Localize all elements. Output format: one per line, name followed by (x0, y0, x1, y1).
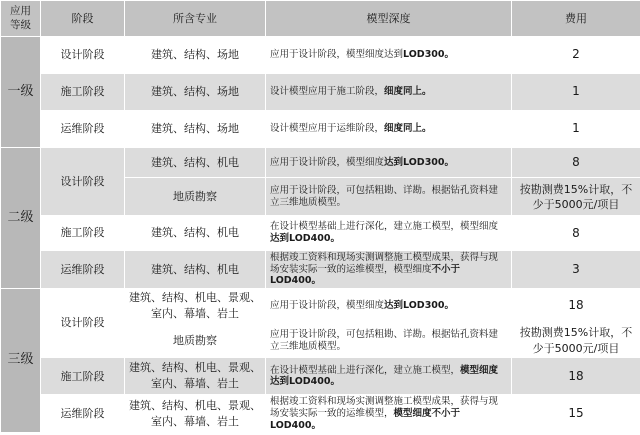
depth-emphasis: 细度同上。 (384, 122, 432, 134)
majors-line: 室内、幕墙、岩土 (151, 377, 239, 391)
fee-cell: 按勘测费15%计取，不少于5000元/项目 (512, 323, 640, 358)
depth-text: 应用于设计阶段，模型细度 (270, 156, 385, 168)
stage-cell: 运维阶段 (41, 395, 125, 433)
table-row (1, 358, 640, 395)
stage-cell: 设计阶段 (41, 147, 125, 216)
stage-cell: 施工阶段 (41, 216, 125, 251)
majors-line: 建筑、结构、机电、景观、 (129, 290, 261, 304)
level-2-label: 二级 (1, 147, 41, 288)
majors-line: 建筑、结构、机电、景观、 (129, 361, 261, 375)
fee-cell: 8 (512, 216, 640, 251)
fee-cell: 18 (512, 358, 640, 395)
header-depth: 模型深度 (266, 1, 512, 37)
majors-line: 室内、幕墙、岩土 (151, 306, 239, 320)
depth-cell (266, 288, 512, 323)
header-fee: 费用 (512, 1, 640, 37)
depth-cell (266, 251, 512, 289)
table-row (1, 216, 640, 251)
depth-emphasis: 不小于LOD400。 (270, 263, 461, 287)
table-row (1, 251, 640, 289)
majors-cell: 建筑、结构、机电 (125, 251, 266, 289)
table-row (1, 110, 640, 147)
fee-cell: 18 (512, 288, 640, 323)
majors-cell: 地质勘察 (125, 178, 266, 216)
depth-cell (266, 216, 512, 251)
level-3-label: 三级 (1, 288, 41, 432)
depth-text: 设计模型应用于运维阶段， (270, 122, 385, 134)
fee-cell: 8 (512, 147, 640, 178)
level-1-label: 一级 (1, 37, 41, 148)
majors-cell (125, 288, 266, 323)
stage-cell: 施工阶段 (41, 358, 125, 395)
stage-cell: 设计阶段 (41, 37, 125, 74)
depth-emphasis: 模型细度不小于LOD400。 (270, 407, 461, 431)
depth-cell: 应用于设计阶段，可包括粗勘、详勘。根据钻孔资料建立三维地质模型。 (266, 323, 512, 358)
fee-cell: 按勘测费15%计取，不少于5000元/项目 (512, 178, 640, 216)
depth-emphasis: LOD300。 (403, 49, 455, 61)
header-level: 应用等级 (1, 1, 41, 37)
depth-cell (266, 73, 512, 110)
majors-cell: 建筑、结构、场地 (125, 110, 266, 147)
depth-cell (266, 37, 512, 74)
majors-cell: 建筑、结构、场地 (125, 37, 266, 74)
depth-cell (266, 110, 512, 147)
depth-text: 应用于设计阶段，模型细度 (270, 299, 385, 311)
depth-cell (266, 147, 512, 178)
depth-emphasis: 模型细度达到LOD400。 (270, 364, 499, 388)
depth-emphasis: 达到LOD400。 (270, 233, 341, 245)
header-stage: 阶段 (41, 1, 125, 37)
depth-cell: 应用于设计阶段，可包括粗勘、详勘。根据钻孔资料建立三维地质模型。 (266, 178, 512, 216)
depth-emphasis: 达到LOD300。 (384, 299, 455, 311)
fee-cell: 1 (512, 110, 640, 147)
stage-cell: 设计阶段 (41, 288, 125, 358)
depth-cell (266, 395, 512, 433)
table-row (1, 395, 640, 433)
majors-line: 建筑、结构、机电、景观、 (129, 398, 261, 412)
depth-text: 设计模型应用于施工阶段， (270, 85, 385, 97)
stage-cell: 运维阶段 (41, 110, 125, 147)
depth-text: 在设计模型基础上进行深化，建立施工模型，模型细度 (270, 221, 499, 233)
stage-cell: 运维阶段 (41, 251, 125, 289)
majors-cell: 建筑、结构、场地 (125, 73, 266, 110)
table-row (1, 37, 640, 74)
majors-cell (125, 358, 266, 395)
table-header-row (1, 1, 640, 37)
majors-cell: 建筑、结构、机电 (125, 147, 266, 178)
table-row (1, 147, 640, 178)
fee-cell: 2 (512, 37, 640, 74)
fee-cell: 1 (512, 73, 640, 110)
depth-cell (266, 358, 512, 395)
majors-cell (125, 395, 266, 433)
fee-cell: 3 (512, 251, 640, 289)
depth-text: 在设计模型基础上进行深化，建立施工模型， (270, 364, 461, 376)
depth-emphasis: 达到LOD300。 (384, 156, 455, 168)
stage-cell: 施工阶段 (41, 73, 125, 110)
majors-cell: 建筑、结构、机电 (125, 216, 266, 251)
fee-cell: 15 (512, 395, 640, 433)
majors-line: 室内、幕墙、岩土 (151, 414, 239, 428)
majors-cell: 地质勘察 (125, 323, 266, 358)
depth-text: 根据竣工资料和现场实测调整施工模型成果，获得与现场安装实际一致的运维模型，模型细度 (270, 251, 499, 275)
table-row (1, 288, 640, 323)
header-majors: 所含专业 (125, 1, 266, 37)
depth-emphasis: 细度同上。 (384, 85, 432, 97)
depth-text: 根据竣工资料和现场实测调整施工模型成果，获得与现场安装实际一致的运维模型， (270, 395, 499, 419)
table-row (1, 73, 640, 110)
depth-text: 应用于设计阶段，模型细度达到 (270, 49, 404, 61)
